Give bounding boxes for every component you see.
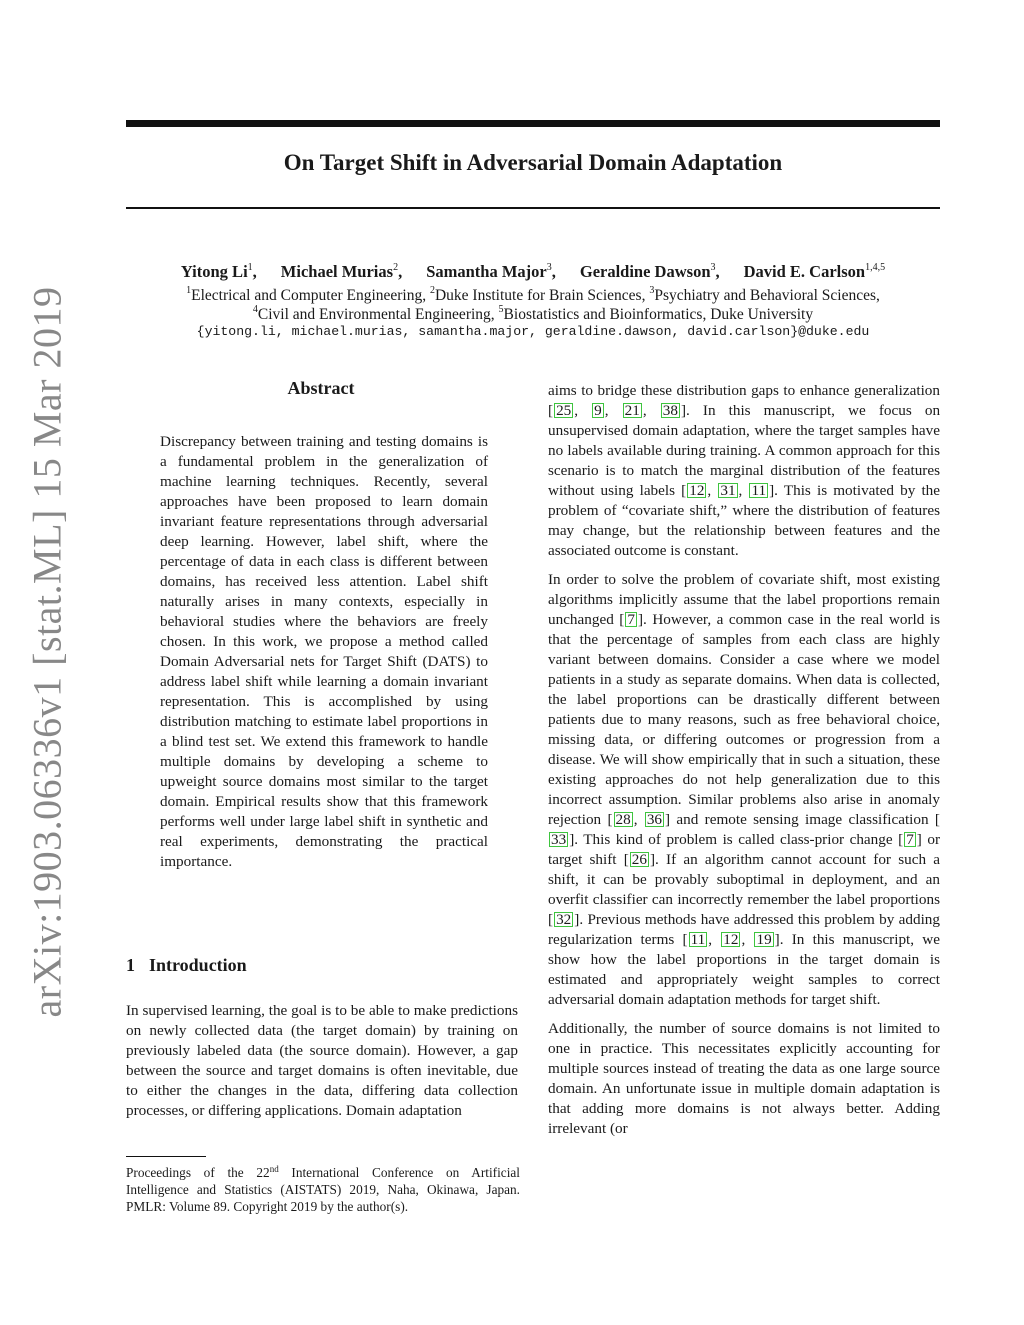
abstract-heading: Abstract xyxy=(287,378,355,398)
section-heading-introduction xyxy=(126,955,247,976)
author-affiliation-mark: 3 xyxy=(546,262,552,273)
section-number: 1 xyxy=(126,955,135,975)
citation-link[interactable]: 12 xyxy=(723,931,739,948)
arxiv-sidebar xyxy=(22,286,72,1018)
footnote xyxy=(126,1161,520,1215)
citation-link[interactable]: 19 xyxy=(756,931,772,948)
citation-link[interactable]: 7 xyxy=(906,831,914,848)
body-paragraph: In order to solve the problem of covariate shift, most existing algorithms implicitly assume that the label proportions remain unchanged [ 7 ]. However, a common case in the real world is that the percentage of samples from each class are highly variant between domains. Consider a case where we model patients in a study as separate domains. When data is collected, the label proportions can be drastically different between patients due to many reasons, such as free behavioral choice, missing data, or differing outcomes or progression from a disease. We will show empirically that in such a situation, these existing approaches do not help generalization due to this incorrect assumption. Similar problems also arise in anomaly rejection [ 28 , 36 ] and remote sensing image classification [33 ]. This kind of problem is called class-prior change [ 7 ] or target shift [ 26 ]. If an algorithm cannot account for such a shift, it can be provably suboptimal in deployment, and an overfit classifier can incorrectly remember the label proportions [ 32 ]. Previous methods have addressed this problem by adding regularization terms [ 11 , 12 , 19 ]. In this manuscript, we show how the label proportions in the target domain is estimated and appropriately weight samples to correct adversarial domain adaptation methods for target shift. xyxy=(548,571,941,1008)
arxiv-identifier: arXiv:1903.06336v1 [stat.ML] 15 Mar 2019 xyxy=(24,286,70,1018)
right-column xyxy=(548,381,940,1148)
citation-link[interactable]: 32 xyxy=(556,911,572,928)
citation-link[interactable]: 12 xyxy=(689,482,705,499)
citation-link[interactable]: 31 xyxy=(720,482,736,499)
footnote-rule xyxy=(126,1156,206,1157)
affiliation-mark: 5 xyxy=(498,304,504,315)
citation-link[interactable]: 9 xyxy=(594,402,602,419)
title-rule-bottom xyxy=(126,207,940,209)
author-list xyxy=(100,262,966,282)
footnote-sup: nd xyxy=(269,1164,279,1174)
citation-link[interactable]: 7 xyxy=(627,611,635,628)
citation-link[interactable]: 33 xyxy=(551,831,567,848)
introduction-text: In supervised learning, the goal is to be able to make predictions on newly collected data (the target domain) by training on previously labeled data (the source domain). However, a gap between the source and target domains is often inevitable, due to either the changes in the data, differing data collection processes, or differing applications. Domain adaptation xyxy=(126,1002,518,1119)
citation-link[interactable]: 21 xyxy=(624,402,640,419)
citation-link[interactable]: 36 xyxy=(646,811,663,828)
affiliation-mark: 2 xyxy=(429,285,435,296)
author-name: Yitong Li$^1$, xyxy=(180,262,257,281)
footnote-pre: Proceedings of the 22 xyxy=(126,1165,270,1180)
affiliations-line-1 xyxy=(80,285,986,305)
author-affiliation-mark: 1 xyxy=(247,262,253,273)
footnote-post: International Conference on Artificial Intelligence and Statistics (AISTATS) 2019, Naha, Okinawa, Japan. PMLR: Volume 89. Copyright 2019 by the author(s). xyxy=(126,1165,520,1214)
author-name: Geraldine Dawson$^3$, xyxy=(579,262,720,281)
author-affiliation-mark: 2 xyxy=(393,262,399,273)
affiliation-mark: 3 xyxy=(649,285,655,296)
abstract-text: Discrepancy between training and testing domains is a fundamental problem in the generalization of machine learning techniques. Recently, several approaches have been proposed to learn domain invariant feature representations through adversarial deep learning. However, label shift, where the percentage of data in each class is different between domains, has received less attention. Label shift naturally arises in many contexts, especially in behavioral studies where the behaviors are freely chosen. In this work, we propose a method called Domain Adversarial nets for Target Shift (DATS) to address label shift while learning a domain invariant representation. This is accomplished by using distribution matching to estimate label proportions in a blind test set. We extend this framework to handle multiple domains by developing a scheme to upweight source domains most similar to the target domain. Empirical results show that this framework performs well under large label shift in synthetic and real experiments, demonstrating the practical importance. xyxy=(160,433,488,870)
affiliation-name: Electrical and Computer Engineering, xyxy=(191,287,430,304)
citation-link[interactable]: 25 xyxy=(556,402,572,419)
citation-link[interactable]: 28 xyxy=(615,811,631,828)
author-affiliation-mark: 1,4,5 xyxy=(865,262,886,273)
affiliation-name: Duke Institute for Brain Sciences, xyxy=(434,287,650,304)
affiliation-mark: 4 xyxy=(252,304,258,315)
author-name: Michael Murias$^2$, xyxy=(280,262,403,281)
author-name: Samantha Major$^3$, xyxy=(426,262,556,281)
affiliation-name: Civil and Environmental Engineering, xyxy=(257,306,499,323)
body-paragraph: Additionally, the number of source domains is not limited to one in practice. This necessitates explicitly accounting for multiple sources instead of treating the data as one large source domain. An unfortunate issue in multiple domain adaptation is that adding more domains is not always better. Adding irrelevant (or xyxy=(548,1020,940,1137)
affiliation-name: Biostatistics and Bioinformatics, Duke University xyxy=(503,306,814,323)
citation-link[interactable]: 38 xyxy=(662,402,678,419)
section-title: Introduction xyxy=(149,955,247,975)
title-rule-top xyxy=(126,120,940,127)
paper-title: On Target Shift in Adversarial Domain Adaptation xyxy=(283,150,783,175)
author-name: David E. Carlson$^{1,4,5}$ xyxy=(743,262,886,281)
author-affiliation-mark: 3 xyxy=(710,262,716,273)
citation-link[interactable]: 11 xyxy=(690,931,706,948)
citation-link[interactable]: 11 xyxy=(751,482,767,499)
affiliations-line-2 xyxy=(80,304,986,324)
affiliation-mark: 1 xyxy=(186,285,192,296)
citation-link[interactable]: 26 xyxy=(631,851,647,868)
body-paragraph: aims to bridge these distribution gaps to enhance generalization [ 25 , 9 , 21 , 38 ]. In this manuscript, we focus on unsupervised domain adaptation, where the target samples have no labels available during training. A common approach for this scenario is to match the marginal distribution of the features without using labels [ 12 , 31 , 11 ]. This is motivated by the problem of “covariate shift,” where the distribution of features may change, but the relationship between features and the associated outcome is constant. xyxy=(548,382,941,559)
affiliation-name: Psychiatry and Behavioral Sciences, xyxy=(654,287,880,304)
author-emails: {yitong.li, michael.murias, samantha.major, geraldine.dawson, david.carlson}@duke.edu xyxy=(196,324,870,339)
